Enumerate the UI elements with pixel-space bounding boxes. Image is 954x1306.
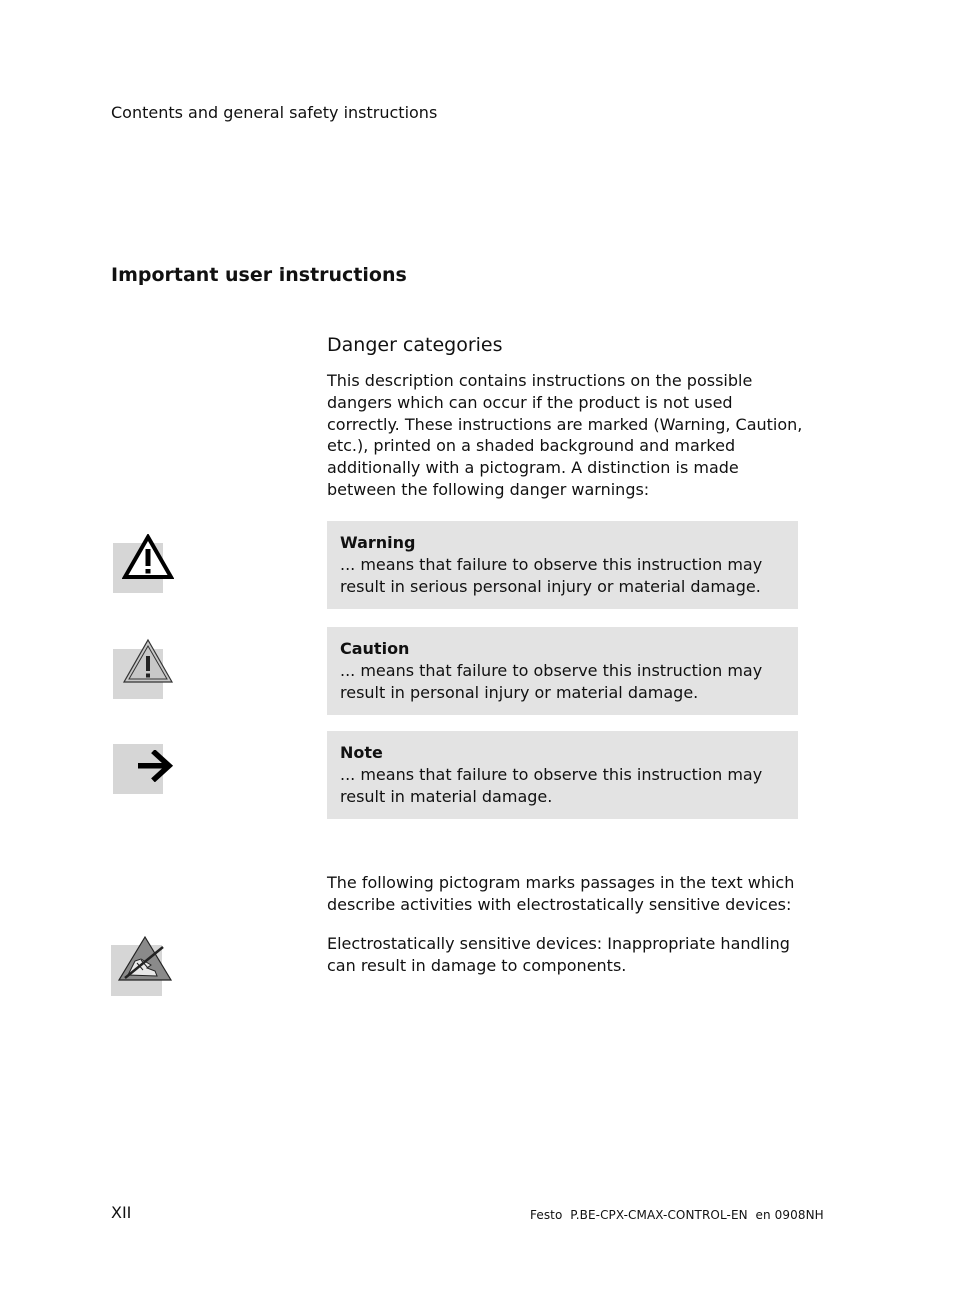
esd-hand-icon xyxy=(117,935,173,983)
warning-label: Warning xyxy=(340,533,416,552)
arrow-right-icon xyxy=(136,750,174,782)
caution-box xyxy=(327,627,798,715)
warning-box xyxy=(327,521,798,609)
caution-triangle-icon xyxy=(121,638,175,684)
running-head: Contents and general safety instructions xyxy=(111,103,438,122)
danger-intro-paragraph: This description contains instructions on the possible dangers which can occur if the product is not used correctly. These instructions are marked (Warning, Caution, etc.), printed on a shaded background and marked additionally with a pictogram. A distinction is made between the following danger warnings: xyxy=(327,371,803,499)
section-title: Important user instructions xyxy=(111,264,407,286)
esd-intro-paragraph: The following pictogram marks passages in the text which describe activities with electrostatically sensitive devices: xyxy=(327,873,795,914)
warning-text: ... means that failure to observe this instruction may result in serious personal injury or material damage. xyxy=(340,554,763,596)
warning-triangle-icon xyxy=(122,534,174,580)
esd-description: Electrostatically sensitive devices: Inappropriate handling can result in damage to components. xyxy=(327,934,790,975)
note-label: Note xyxy=(340,743,383,762)
note-box xyxy=(327,731,798,819)
danger-categories-heading: Danger categories xyxy=(327,334,503,356)
page-number: XII xyxy=(111,1203,132,1222)
document-reference: Festo P.BE-CPX-CMAX-CONTROL-EN en 0908NH xyxy=(530,1208,824,1222)
caution-text: ... means that failure to observe this instruction may result in personal injury or material damage. xyxy=(340,660,763,702)
caution-label: Caution xyxy=(340,639,410,658)
note-text: ... means that failure to observe this instruction may result in material damage. xyxy=(340,764,763,806)
